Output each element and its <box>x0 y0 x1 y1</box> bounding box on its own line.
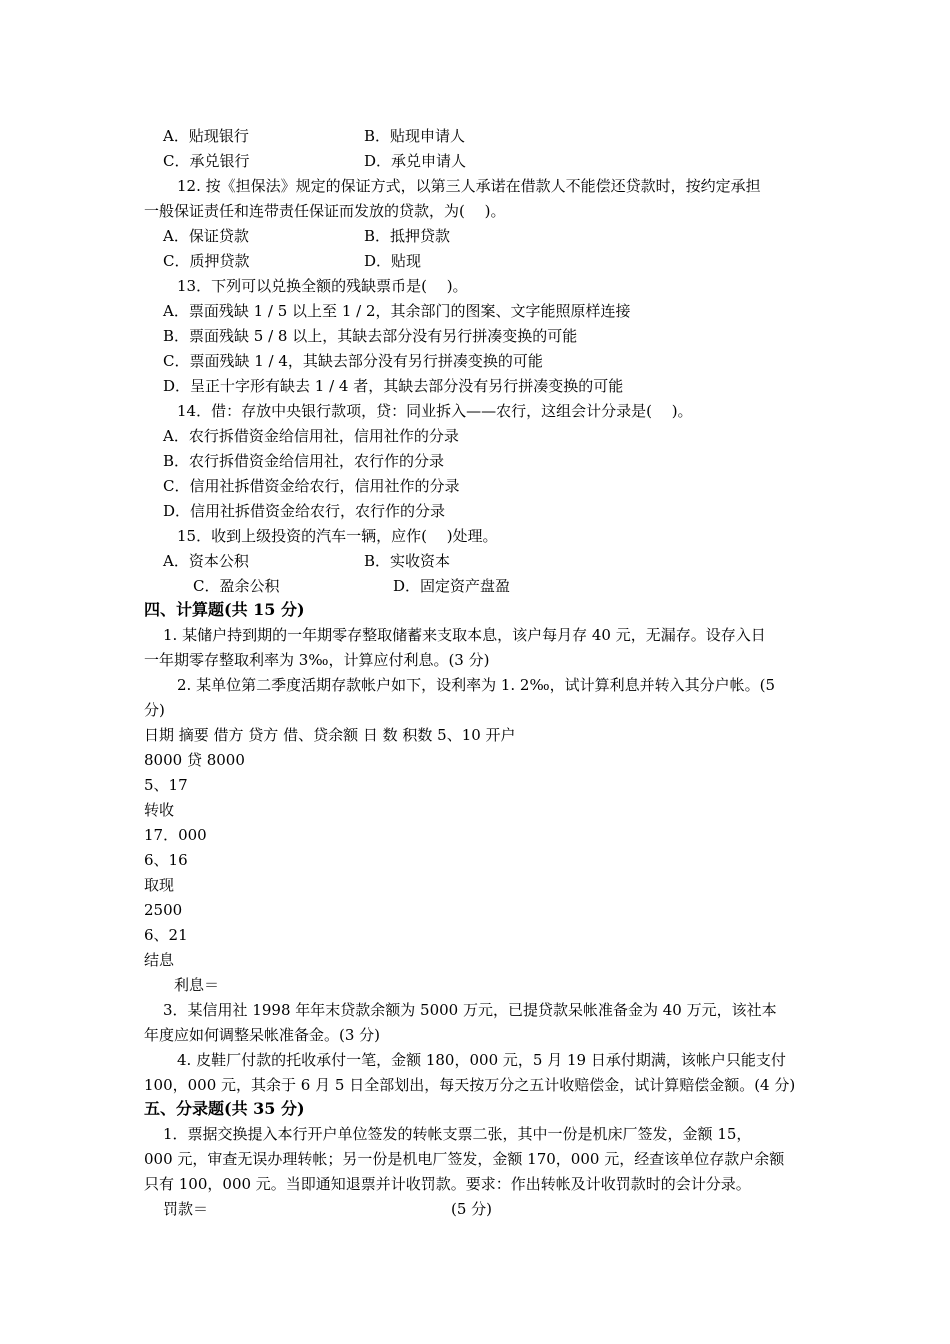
q11-option-a: A．贴现银行 <box>163 127 249 145</box>
section4-heading: 四、计算题(共 15 分) <box>144 600 305 619</box>
section5-q1-line3: 只有 100，000 元。当即通知退票并计收罚款。要求：作出转帐及计收罚款时的会计分录。 <box>144 1175 751 1193</box>
q11-option-d: D．承兑申请人 <box>364 152 467 170</box>
section4-q2-line1: 2. 某单位第二季度活期存款帐户如下，设利率为 1. 2‰，试计算利息并转入其分户帐。(5 <box>177 676 775 694</box>
section4-q4-line2: 100，000 元，其余于 6 月 5 日全部划出，每天按万分之五计收赔偿金，试计算赔偿金额。(4 分) <box>144 1076 796 1094</box>
q12-option-c: C．质押贷款 <box>163 252 250 270</box>
q12-stem-line2: 一般保证责任和连带责任保证而发放的贷款，为( )。 <box>144 202 506 220</box>
ledger-line: 取现 <box>144 876 175 894</box>
q13-option-d: D．呈正十字形有缺去 1 / 4 者，其缺去部分没有另行拼凑变换的可能 <box>163 377 624 395</box>
q13-option-c: C．票面残缺 1 / 4，其缺去部分没有另行拼凑变换的可能 <box>163 352 543 370</box>
ledger-line: 转收 <box>144 801 175 819</box>
q11-option-b: B．贴现申请人 <box>364 127 466 145</box>
q12-option-a: A．保证贷款 <box>163 227 249 245</box>
q12-option-b: B．抵押贷款 <box>364 227 451 245</box>
q14-option-c: C．信用社拆借资金给农行，信用社作的分录 <box>163 477 460 495</box>
q15-option-b: B．实收资本 <box>364 552 451 570</box>
ledger-line: 5、17 <box>144 776 188 794</box>
section4-q3-line2: 年度应如何调整呆帐准备金。(3 分) <box>144 1026 381 1044</box>
q13-option-b: B．票面残缺 5 / 8 以上，其缺去部分没有另行拼凑变换的可能 <box>163 327 578 345</box>
q11-option-c: C．承兑银行 <box>163 152 250 170</box>
section5-q1-line2: 000 元，审查无误办理转帐；另一份是机电厂签发，金额 170，000 元，经查该单位存款户余额 <box>144 1150 785 1168</box>
q15-option-d: D．固定资产盘盈 <box>393 577 511 595</box>
ledger-line: 17．000 <box>144 826 207 844</box>
q12-option-d: D．贴现 <box>364 252 422 270</box>
section4-q2-line2: 分) <box>144 701 165 719</box>
ledger-line: 6、21 <box>144 926 188 944</box>
ledger-line: 2500 <box>144 901 183 919</box>
penalty-formula: 罚款＝ <box>163 1200 209 1218</box>
q13-option-a: A．票面残缺 1 / 5 以上至 1 / 2，其余部门的图案、文字能照原样连接 <box>163 302 631 320</box>
q15-stem: 15．收到上级投资的汽车一辆，应作( )处理。 <box>177 527 498 545</box>
q12-stem-line1: 12. 按《担保法》规定的保证方式，以第三人承诺在借款人不能偿还贷款时，按约定承担 <box>177 177 761 195</box>
q14-option-b: B．农行拆借资金给信用社，农行作的分录 <box>163 452 445 470</box>
section5-q1-line1: 1．票据交换提入本行开户单位签发的转帐支票二张，其中一份是机床厂签发，金额 15， <box>163 1125 752 1143</box>
q13-stem: 13．下列可以兑换全额的残缺票币是( )。 <box>177 277 468 295</box>
q15-option-a: A．资本公积 <box>163 552 249 570</box>
ledger-line: 8000 贷 8000 <box>144 751 245 769</box>
section4-q4-line1: 4. 皮鞋厂付款的托收承付一笔，金额 180，000 元，5 月 19 日承付期满，该帐户只能支付 <box>177 1051 786 1069</box>
section4-q1-line2: 一年期零存整取利率为 3‰，计算应付利息。(3 分) <box>144 651 490 669</box>
section4-q3-line1: 3．某信用社 1998 年年末贷款余额为 5000 万元，已提贷款呆帐准备金为 40 万元，该社本 <box>163 1001 777 1019</box>
ledger-line: 6、16 <box>144 851 188 869</box>
q14-stem: 14．借：存放中央银行款项，贷：同业拆入——农行，这组会计分录是( )。 <box>177 402 693 420</box>
q14-option-a: A．农行拆借资金给信用社，信用社作的分录 <box>163 427 459 445</box>
ledger-header: 日期 摘要 借方 贷方 借、贷余额 日 数 积数 5、10 开户 <box>144 726 516 744</box>
ledger-line: 结息 <box>144 951 175 969</box>
q15-option-c: C．盈余公积 <box>193 577 280 595</box>
section5-heading: 五、分录题(共 35 分) <box>144 1099 305 1118</box>
section5-q1-points: (5 分) <box>451 1200 493 1218</box>
section4-q1-line1: 1. 某储户持到期的一年期零存整取储蓄来支取本息，该户每月存 40 元，无漏存。设存入日 <box>163 626 766 644</box>
interest-formula: 利息＝ <box>174 976 220 994</box>
q14-option-d: D．信用社拆借资金给农行，农行作的分录 <box>163 502 446 520</box>
